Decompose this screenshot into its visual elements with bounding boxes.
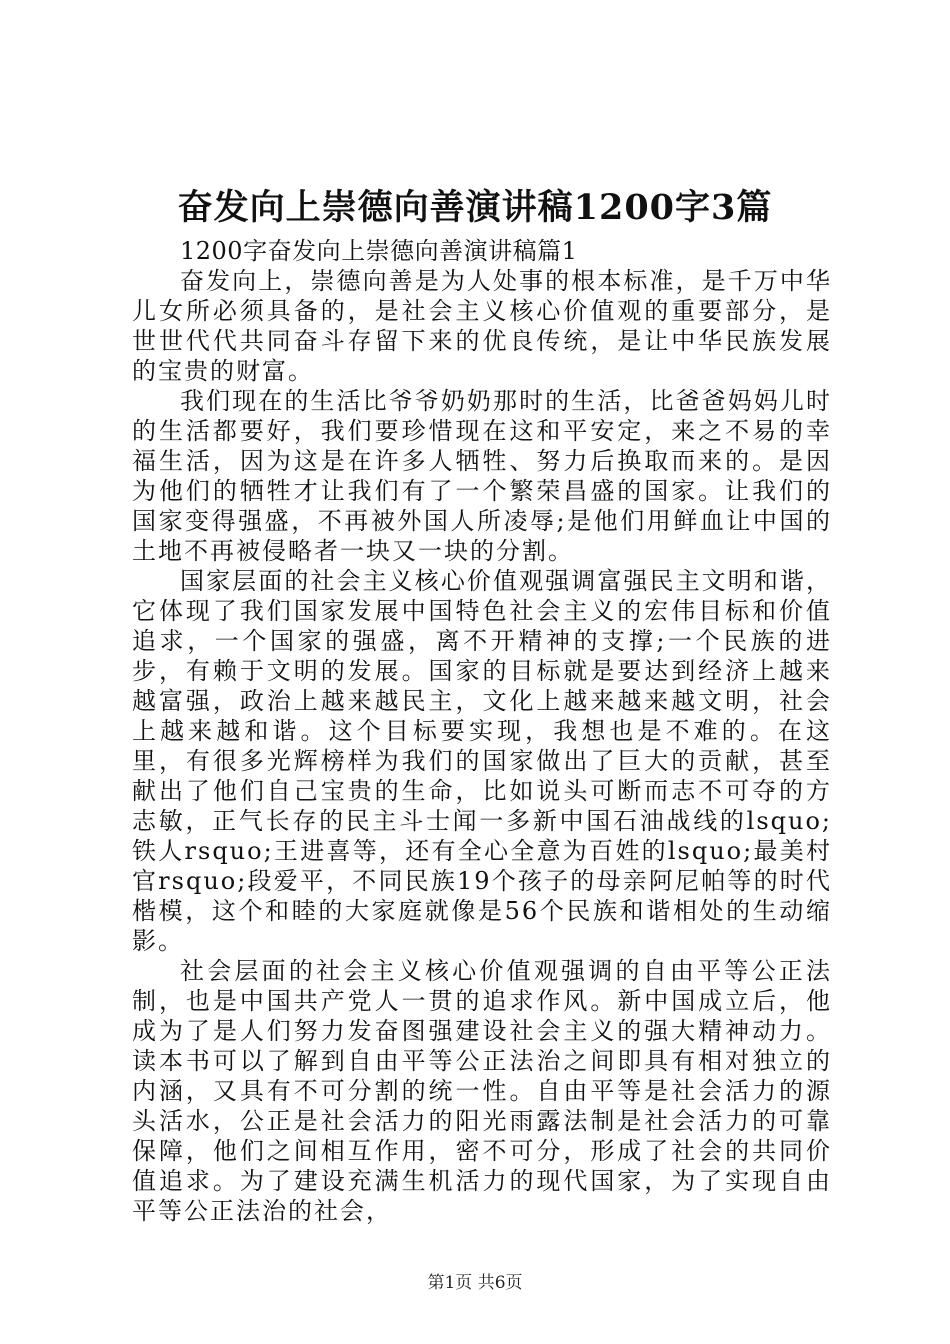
document-title: 奋发向上崇德向善演讲稿1200字3篇	[177, 187, 773, 228]
paragraph: 我们现在的生活比爷爷奶奶那时的生活，比爸爸妈妈儿时的生活都要好，我们要珍惜现在这和平安定，来之不易的幸福生活，因为这是在许多人牺牲、努力后换取而来的。是因为他们的牺牲才让我们有了一个繁荣昌盛的国家。让我们的国家变得强盛，不再被外国人所凌辱;是他们用鲜血让中国的土地不再被侵略者一块又一块的分割。	[132, 387, 832, 565]
paragraph: 奋发向上，崇德向善是为人处事的根本标准，是千万中华儿女所必须具备的，是社会主义核心价值观的重要部分，是世世代代共同奋斗存留下来的优良传统，是让中华民族发展的宝贵的财富。	[132, 267, 832, 385]
section-subtitle: 1200字奋发向上崇德向善演讲稿篇1	[180, 237, 578, 265]
document-body	[132, 236, 832, 1226]
paragraph: 社会层面的社会主义核心价值观强调的自由平等公正法制，也是中国共产党人一贯的追求作风。新中国成立后，他成为了是人们努力发奋图强建设社会主义的强大精神动力。读本书可以了解到自由平等公正法治之间即具有相对独立的内涵，又具有不可分割的统一性。自由平等是社会活力的源头活水，公正是社会活力的阳光雨露法制是社会活力的可靠保障，他们之间相互作用，密不可分，形成了社会的共同价值追求。为了建设充满生机活力的现代国家，为了实现自由平等公正法治的社会，	[132, 957, 832, 1225]
paragraph: 国家层面的社会主义核心价值观强调富强民主文明和谐，它体现了我们国家发展中国特色社会主义的宏伟目标和价值追求，一个国家的强盛，离不开精神的支撑;一个民族的进步，有赖于文明的发展。国家的目标就是要达到经济上越来越富强，政治上越来越民主，文化上越来越来越文明，社会上越来越和谐。这个目标要实现，我想也是不难的。在这里，有很多光辉榜样为我们的国家做出了巨大的贡献，甚至献出了他们自己宝贵的生命，比如说头可断而志不可夺的方志敏，正气长存的民主斗士闻一多新中国石油战线的lsquo;铁人rsquo;王进喜等，还有全心全意为百姓的lsquo;最美村官rsquo;段爱平，不同民族19个孩子的母亲阿尼帕等的时代楷模，这个和睦的大家庭就像是56个民族和谐相处的生动缩影。	[132, 567, 832, 955]
page-footer: 第1页 共6页	[427, 1273, 523, 1293]
